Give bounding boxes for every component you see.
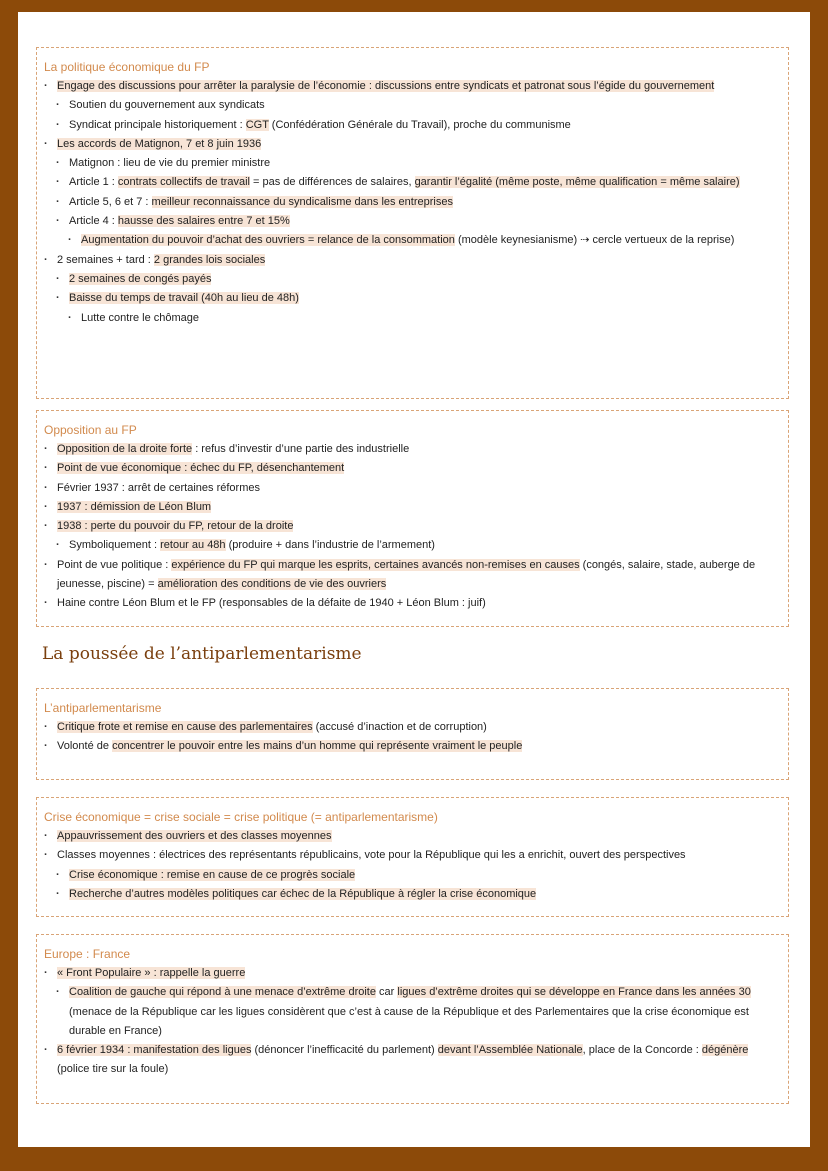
bullet-item [43, 517, 782, 536]
text: Article 5, 6 et 7 : [69, 195, 152, 208]
bullet-list [43, 964, 782, 1080]
text: Article 1 : [69, 176, 118, 189]
bullet-item [43, 289, 782, 308]
highlighted-text: expérience du FP qui marque les esprits, certaines avancés non-remises en causes [171, 558, 580, 571]
bullet-item [43, 231, 782, 250]
highlighted-text: 2 semaines de congés payés [69, 272, 212, 285]
section-box-antiparlementarisme [36, 688, 789, 780]
text: (police tire sur la foule) [57, 1063, 169, 1076]
box-title: L’antiparlementarisme [44, 701, 162, 715]
highlighted-text: 6 février 1934 : manifestation des ligues [57, 1044, 252, 1057]
bullet-item [43, 536, 782, 555]
section-box-opposition-fp [36, 410, 789, 627]
bullet-item [43, 270, 782, 289]
bullet-item [43, 846, 782, 865]
text: = pas de différences de salaires, [249, 176, 415, 189]
highlighted-text: devant l’Assemblée Nationale [437, 1044, 583, 1057]
highlighted-text: 1938 : perte du pouvoir du FP, retour de la droite [57, 520, 294, 533]
highlighted-text: Appauvrissement des ouvriers et des classes moyennes [57, 830, 332, 842]
highlighted-text: CGT [245, 118, 269, 131]
bullet-item [43, 309, 782, 328]
highlighted-text: hausse des salaires entre 7 et 15% [117, 215, 290, 228]
text: (accusé d’inaction et de corruption) [312, 721, 487, 733]
text: Matignon : lieu de vie du premier ministre [69, 157, 271, 170]
bullet-item [43, 827, 782, 846]
bullet-item [43, 77, 782, 96]
bullet-item [43, 594, 782, 613]
highlighted-text: 1937 : démission de Léon Blum [57, 500, 212, 513]
text: Point de vue politique : [57, 558, 172, 571]
text: Février 1937 : arrêt de certaines réformes [57, 481, 260, 494]
text: Haine contre Léon Blum et le FP (responsables de la défaite de 1940 + Léon Blum : juif) [57, 597, 486, 610]
bullet-list [43, 77, 782, 328]
bullet-list [43, 718, 782, 757]
highlighted-text: retour au 48h [160, 539, 226, 552]
box-title: Opposition au FP [44, 423, 137, 437]
highlighted-text: 2 grandes lois sociales [153, 253, 266, 266]
text: (modèle keynesianisme) ⇢ cercle vertueux de la reprise) [454, 234, 735, 247]
highlighted-text: Critique frote et remise en cause des parlementaires [57, 721, 313, 733]
bullet-item [43, 193, 782, 212]
highlighted-text: amélioration des conditions de vie des ouvriers [157, 578, 387, 591]
bullet-item [43, 737, 782, 756]
bullet-item [43, 885, 782, 904]
highlighted-text: Coalition de gauche qui répond à une menace d’extrême droite [69, 986, 376, 999]
highlighted-text: Crise économique : remise en cause de ce progrès sociale [69, 868, 356, 881]
bullet-item [43, 251, 782, 270]
text: , place de la Concorde : [582, 1044, 702, 1057]
bullet-item [43, 116, 782, 135]
bullet-item [43, 983, 782, 1041]
highlighted-text: Baisse du temps de travail (40h au lieu de 48h) [69, 292, 299, 305]
text: Classes moyennes : électrices des représentants républicains, vote pour la République qui les a enrichit, ouvert des perspectives [57, 849, 686, 862]
highlighted-text: ligues d’extrême droites qui se développe en France dans les années 30 [397, 986, 751, 999]
highlighted-text: meilleur reconnaissance du syndicalisme dans les entreprises [151, 195, 453, 208]
highlighted-text: Recherche d’autres modèles politiques car échec de la République à régler la crise économique [69, 887, 537, 900]
section-heading: La poussée de l’antiparlementarisme [42, 644, 362, 664]
bullet-item [43, 135, 782, 154]
bullet-item [43, 1041, 782, 1080]
highlighted-text: Point de vue économique : échec du FP, désenchantement [57, 462, 345, 475]
text: Lutte contre le chômage [81, 311, 200, 324]
bullet-item [43, 440, 782, 459]
text: Soutien du gouvernement aux syndicats [69, 99, 265, 112]
highlighted-text: Augmentation du pouvoir d’achat des ouvriers = relance de la consommation [81, 234, 455, 247]
bullet-item [43, 866, 782, 885]
section-box-politique-economique [36, 47, 789, 399]
highlighted-text: garantir l’égalité (même poste, même qualification = même salaire) [414, 176, 740, 189]
text: (menace de la République car les ligues considèrent que c’est à cause de la République et des Parlementaires que la crise économique est durable en France) [69, 1005, 749, 1037]
bullet-item [43, 173, 782, 192]
text: (Confédération Générale du Travail), proche du communisme [268, 118, 571, 131]
section-box-europe-france [36, 934, 789, 1104]
bullet-item [43, 718, 782, 737]
text: car [375, 986, 398, 999]
highlighted-text: contrats collectifs de travail [117, 176, 250, 189]
section-box-crise-economique [36, 797, 789, 917]
bullet-list [43, 440, 782, 614]
highlighted-text: Engage des discussions pour arrêter la paralysie de l’économie : discussions entre syndicats et patronat sous l’égide du gouvernement [57, 80, 715, 92]
text: (produire + dans l’industrie de l’armement) [225, 539, 435, 552]
text: (dénoncer l’inefficacité du parlement) [251, 1044, 438, 1057]
highlighted-text: dégénère [701, 1044, 749, 1057]
highlighted-text: Opposition de la droite forte [57, 443, 193, 455]
bullet-item [43, 479, 782, 498]
bullet-item [43, 459, 782, 478]
highlighted-text: Les accords de Matignon, 7 et 8 juin 1936 [57, 137, 262, 150]
text: Symboliquement : [69, 539, 161, 552]
bullet-item [43, 964, 782, 983]
bullet-item [43, 498, 782, 517]
box-title: La politique économique du FP [44, 60, 210, 74]
box-title: Europe : France [44, 947, 131, 961]
text: : refus d’investir d’une partie des industrielle [192, 443, 410, 455]
bullet-list [43, 827, 782, 904]
bullet-item [43, 556, 782, 595]
text: Syndicat principale historiquement : [69, 118, 246, 131]
highlighted-text: concentrer le pouvoir entre les mains d’un homme qui représente vraiment le peuple [112, 740, 523, 753]
text: (congés, salaire, stade, auberge de jeunesse, piscine) = [57, 558, 756, 591]
bullet-item [43, 212, 782, 231]
note-page [18, 12, 810, 1147]
box-title: Crise économique = crise sociale = crise politique (= antiparlementarisme) [44, 810, 438, 824]
highlighted-text: « Front Populaire » : rappelle la guerre [57, 967, 246, 979]
text: 2 semaines + tard : [57, 253, 154, 266]
bullet-item [43, 96, 782, 115]
text: Volonté de [57, 740, 113, 753]
text: Article 4 : [69, 215, 118, 228]
bullet-item [43, 154, 782, 173]
